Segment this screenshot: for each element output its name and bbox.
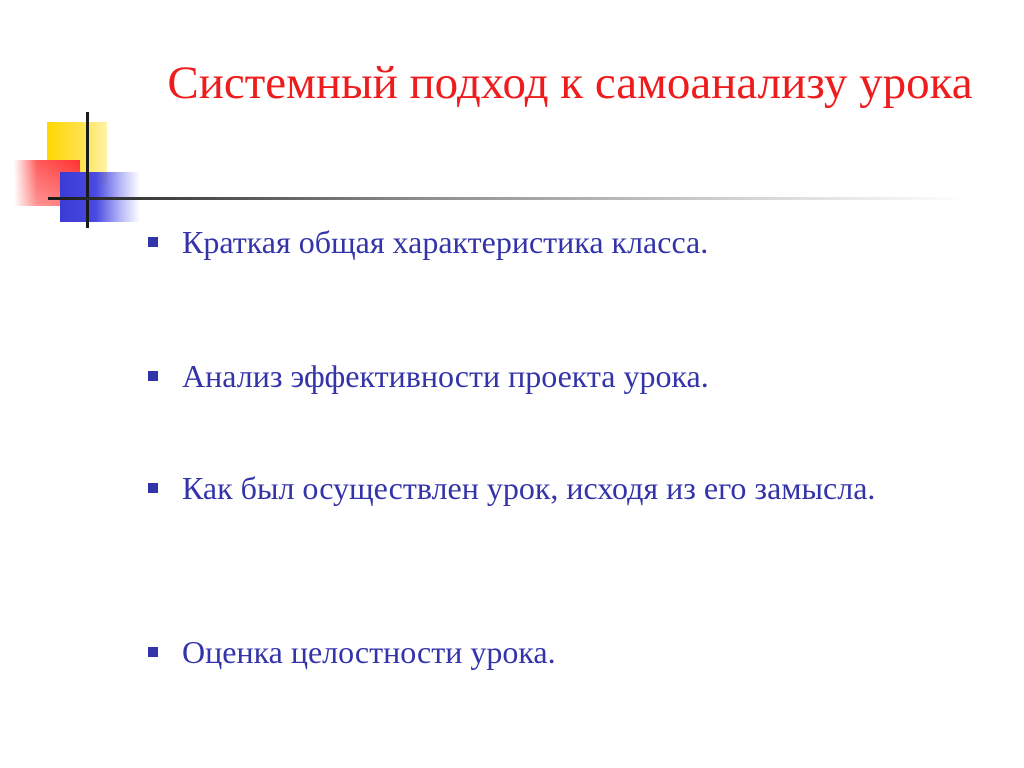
bullet-list bbox=[140, 210, 970, 730]
bullet-text: Оценка целостности урока. bbox=[182, 634, 556, 670]
decor-vertical-line bbox=[86, 112, 89, 228]
slide-title: Системный подход к самоанализу урока bbox=[167, 57, 973, 109]
square-bullet-icon bbox=[148, 371, 158, 381]
bullet-item bbox=[140, 466, 942, 510]
square-bullet-icon bbox=[148, 483, 158, 493]
square-bullet-icon bbox=[148, 647, 158, 657]
bullet-item bbox=[140, 220, 1012, 264]
decor-horizontal-rule bbox=[48, 197, 968, 200]
bullet-item bbox=[140, 354, 1012, 398]
bullet-item bbox=[140, 630, 1012, 674]
bullet-text: Краткая общая характеристика класса. bbox=[182, 224, 709, 260]
bullet-text: Анализ эффективности проекта урока. bbox=[182, 358, 709, 394]
bullet-text: Как был осуществлен урок, исходя из его замысла. bbox=[182, 470, 876, 506]
square-bullet-icon bbox=[148, 237, 158, 247]
